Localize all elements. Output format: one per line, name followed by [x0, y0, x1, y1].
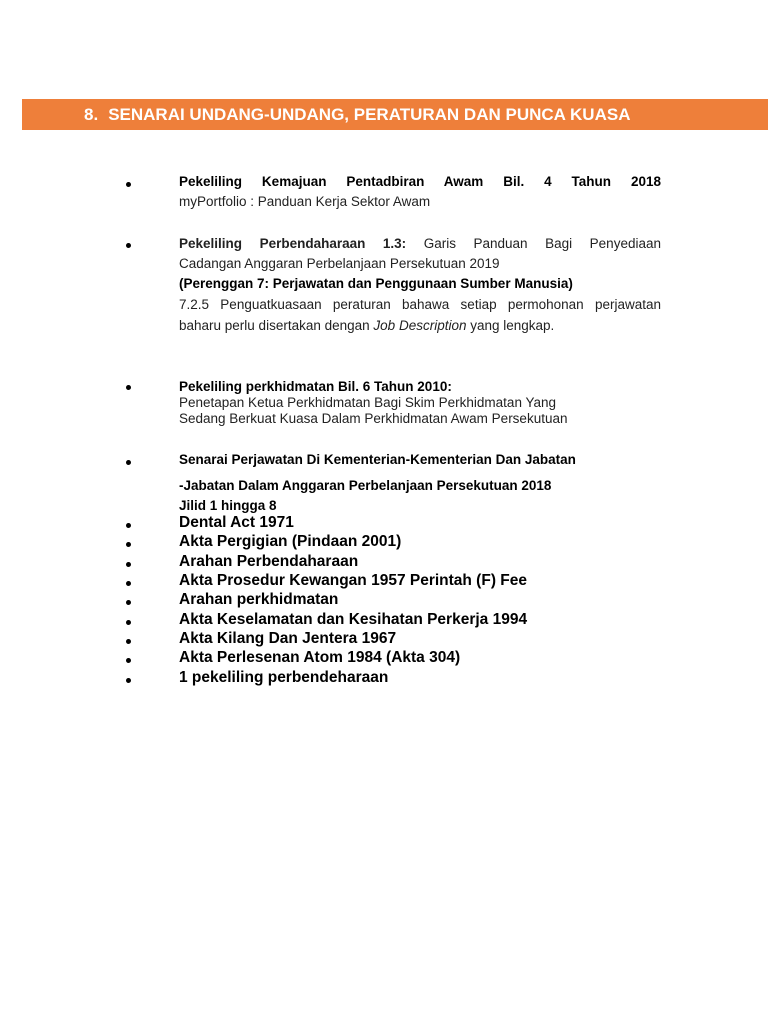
bullet-icon — [126, 182, 131, 187]
item-body: 7.2.5 Penguatkuasaan peraturan bahawa setiap permohonan perjawatan baharu perlu disertakan dengan Job Description yang lengkap. — [179, 297, 661, 333]
item-line: Senarai Perjawatan Di Kementerian-Kementerian Dan Jabatan — [179, 452, 576, 467]
list-item — [179, 379, 661, 427]
list-item: Dental Act 1971 — [179, 514, 294, 531]
list-item: Akta Pergigian (Pindaan 2001) — [179, 533, 402, 550]
bullet-icon — [126, 620, 131, 625]
bullet-icon — [126, 600, 131, 605]
list-item — [179, 234, 661, 336]
item-line: -Jabatan Dalam Anggaran Perbelanjaan Persekutuan 2018 — [179, 478, 552, 493]
bullet-icon — [126, 243, 131, 248]
item-heading: Pekeliling Kemajuan Pentadbiran Awam Bil. 4 Tahun 2018 — [179, 174, 661, 189]
bullet-icon — [126, 385, 131, 390]
list-item: Akta Kilang Dan Jentera 1967 — [179, 630, 397, 647]
list-item: Arahan Perbendaharaan — [179, 553, 359, 570]
item-text: Sedang Berkuat Kuasa Dalam Perkhidmatan Awam Persekutuan — [179, 411, 568, 426]
item-text: myPortfolio : Panduan Kerja Sektor Awam — [179, 194, 431, 209]
bullet-icon — [126, 639, 131, 644]
list-item: Akta Keselamatan dan Kesihatan Perkerja 1994 — [179, 611, 528, 628]
item-line: Jilid 1 hingga 8 — [179, 498, 277, 513]
list-item: 1 pekeliling perbendeharaan — [179, 669, 389, 686]
list-item — [179, 172, 661, 212]
item-text: Penetapan Ketua Perkhidmatan Bagi Skim Perkhidmatan Yang — [179, 395, 556, 410]
bullet-icon — [126, 542, 131, 547]
section-header — [22, 99, 768, 130]
list-item — [179, 450, 661, 515]
list-item: Arahan perkhidmatan — [179, 591, 339, 608]
item-subheading: (Perenggan 7: Perjawatan dan Penggunaan Sumber Manusia) — [179, 276, 573, 291]
list-item: Akta Prosedur Kewangan 1957 Perintah (F) Fee — [179, 572, 527, 589]
item-heading: Pekeliling Perbendaharaan 1.3: — [179, 236, 407, 251]
item-heading: Pekeliling perkhidmatan Bil. 6 Tahun 2010: — [179, 379, 452, 394]
bullet-icon — [126, 562, 131, 567]
list-item: Akta Perlesenan Atom 1984 (Akta 304) — [179, 649, 461, 666]
item-text: Cadangan Anggaran Perbelanjaan Persekutuan 2019 — [179, 256, 500, 271]
section-title: SENARAI UNDANG-UNDANG, PERATURAN DAN PUNCA KUASA — [108, 105, 631, 124]
section-number: 8. — [84, 105, 99, 124]
bullet-icon — [126, 581, 131, 586]
bullet-icon — [126, 678, 131, 683]
bullet-icon — [126, 460, 131, 465]
bullet-icon — [126, 658, 131, 663]
item-text: Garis Panduan Bagi Penyediaan — [423, 236, 661, 251]
bullet-icon — [126, 523, 131, 528]
